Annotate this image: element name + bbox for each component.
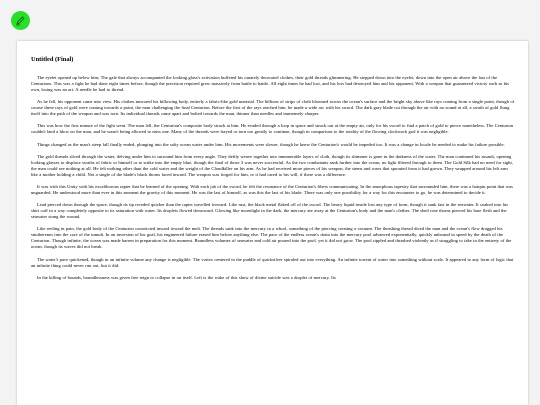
document-body[interactable] [31,75,515,287]
paragraph-9: The water's pace quickened, though in an infinite volume any change is negligible. The vortex centered in the puddle of quicksilver spiraled out into everything. An infinite torrent of water into something without scale. It appeared to any form of logic that an infinite thing could never run out, but it did. [31,256,514,268]
paragraph-6: It was with this Unity with his excaliborous rapier that he learned of the opening. With each jab of the sword, he felt the resonance of the Centurion's fibers communicating. In the amorphous tapestry that surrounded him, there was a hairpin point that was unguarded. He understood more than ever in this moment the gravity of this moment. He was the last of himself, as was this the last of his blade. There was only one possibility for a way for this encounter to go, he was determined to decide it. [31,183,513,195]
document-page[interactable] [17,41,528,405]
paragraph-3: This was how the first minute of the fight went. The man fell, the Centurion's composite body struck at him. He evaded through a loop in space and struck out at the empty air, only for his sword to find a patch of gold to pierce nonetheless. The Centurion couldn't land a blow on the man, and he wasn't being allowed to miss one. Many of the threads were frayed or torn too greatly to continue, though in comparison to the totality of the flowing clockwork god it was negligible. [31,123,514,135]
document-title: Untitled (Final) [31,56,74,63]
pen-glyph-icon [15,15,26,26]
paragraph-7: Lead pierced down through the space, though its tip receded quicker than the rapier travelled forward. Like rust, the black metal flaked off of the sword. The heavy liquid inside lost any type of form, though it sank fast in the seawater. It soaked into his shirt cuff in a way completely opposite to its saturation with water. Its droplets flowed downward. Glowing like moonlight in the dark, the mercury ate away at the Centurion's body and the man's clothes. The shed rose thorns pierced his bare flesh and the seawater stung the wound. [31,202,509,220]
paragraph-10: In the killing of bounds, boundlessness was given free reign to collapse in on itself. Left is the wake of this show of divine suicide was a droplet of mercury. Its [37,274,336,280]
paragraph-8: Like reeling in pain, the gold body of the Centurion constricted inward toward the melt. The threads sank into the mercury in a whorl, something of the piercing creating a vacuum. The thrashing thread diced the man and the ocean's flow dragged his smitherenes into the core of the tumult. In an inversion of his goal, his engineered failure erased him before anything else. The pace of the endless ocean's drain into the mercury pool advanced exponentially, quickly unbound in speed by the death of the Centurion. Though infinite, the ocean was made barren in preparation for this moment. Boundless volumes of seawater and cold air poured into the pool, yet it did not grow. The pool rippled and thrashed violently as if struggling to take in the entirety of the ocean, though its waves did not break. [31,226,512,250]
paragraph-4: Things changed as the man's steep fall finally ended, plunging into the salty ocean water under him. His movements were slower, though he knew the Centurion's would be impeded too. It was a change in locale he needed to make his failure possible. [37,141,505,147]
paragraph-5: The gold threads sliced through the water, delving under him to surround him from every angle. They deftly weave together into innumerable layers of cloth, though its shimmer is gone in the darkness of the water. The man continued his assault, opening looking glasses to displace swaths of fabric or himself or to strike into the empty blue, though the final of those 3 was never successful. As the two combatants sank further into the ocean, no light filtered through to them. The Gold Silk had no need for sight, the man could see nothing at all. He felt nothing other than the cold water and the weight of the Cloudkiller on his arm. As he had received more pieces of his weapon, the stems and roses that sprouted from it had grown. They wrapped around his left arm like a mother holding a child. Not a single of the blade's black thorns faced inward. The weapon was forged for him, or it had cared to his will, if there was a difference. [31,153,513,177]
paragraph-1: The eyelet opened up below him; The gale that always accompanied the looking glass's activation buffeted his ornately decorated clothes, their gold threads glimmering. He stepped down into the eyelet, down into the open air above the last of the Centurions. This was a fight he had done eight times before, though the precision required grew massively from battle to battle. All eight times he had lost, and his loss had destroyed him and his opponent. With a weapon that guaranteed victory such as his own, losing was an art. A needle he had to thread. [31,75,510,92]
paragraph-2: As he fell, his opponent came into view. His clothes mirrored his billowing body, entirely a fabric-like gold material. The billions of strips of cloth bloomed across the ocean's surface and the bright sky above like rays coming from a single point, though of course these rays of gold were coming towards a point, the man challenging the final Centurion. Before the first of the rays reached him, he made a wide arc with his sword. The dark gray blade cut through the air with no sound at all, a swath of gold flung itself into the path of the weapon and was torn. Its individual threads came apart and bolted towards the man, thinner than needles and immensely sharper. [31,99,515,117]
app-logo-icon[interactable] [11,11,30,30]
top-bar [0,0,540,40]
